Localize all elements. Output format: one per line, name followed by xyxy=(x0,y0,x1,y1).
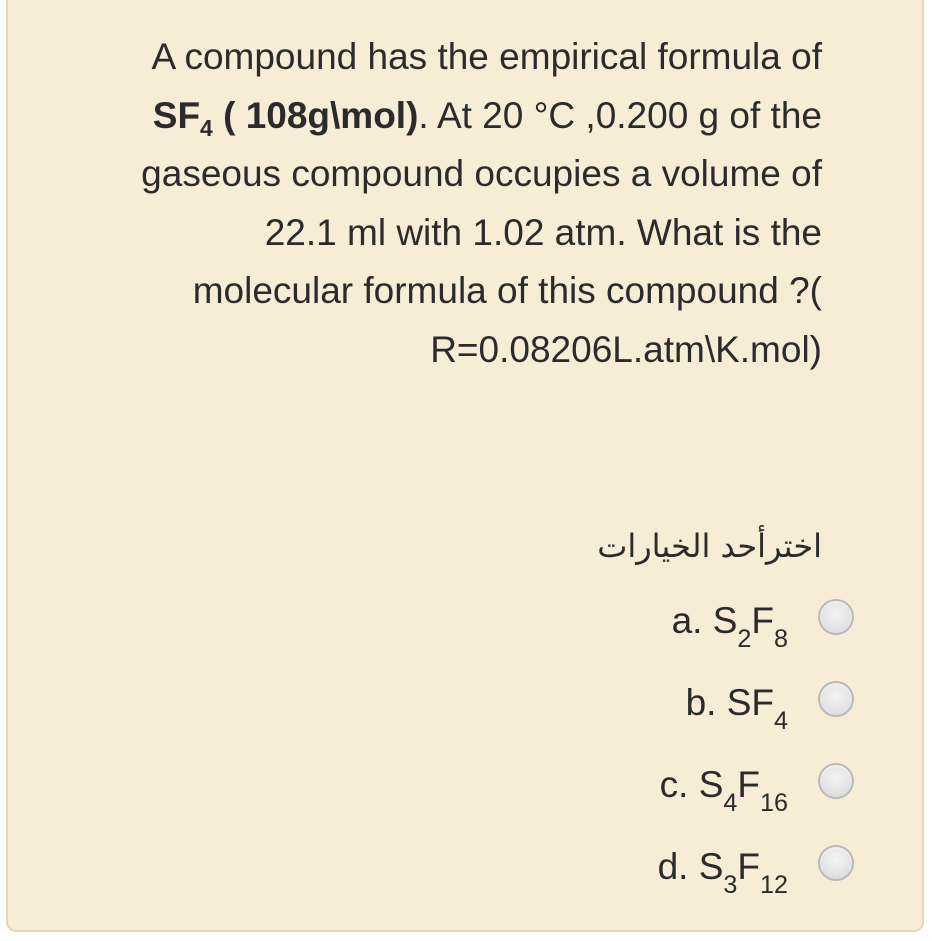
answer-options xyxy=(658,580,802,908)
question-line-4: 22.1 ml with 1.02 atm. What is the xyxy=(264,211,822,253)
option-d[interactable] xyxy=(658,826,802,908)
question-line-6: R=0.08206L.atm\K.mol) xyxy=(430,328,822,370)
empirical-formula: $SF_4$ ( 108g\mol) xyxy=(152,94,419,141)
question-line-5: molecular formula of this compound ?( xyxy=(192,270,822,311)
option-d-label[interactable]: d. $S_3F_{12}$ xyxy=(657,846,788,899)
option-c-label[interactable]: c. $S_4F_{16}$ xyxy=(659,764,788,817)
option-a-radio[interactable] xyxy=(818,599,854,635)
option-c-radio[interactable] xyxy=(818,763,854,799)
option-c[interactable] xyxy=(658,744,802,826)
option-a[interactable] xyxy=(658,580,802,662)
question-line-1: A compound has the empirical formula of xyxy=(151,36,822,77)
option-b-label[interactable]: b. $SF_4$ xyxy=(685,682,788,735)
option-d-radio[interactable] xyxy=(818,845,854,881)
question-text xyxy=(42,28,822,379)
option-b[interactable] xyxy=(658,662,802,744)
choose-one-prompt: اخترأحد الخيارات xyxy=(597,527,822,565)
question-line-2: $SF_4$ ( 108g\mol). At 20 °C ,0.200 g of the xyxy=(152,94,822,141)
option-b-radio[interactable] xyxy=(818,681,854,717)
question-line-3: gaseous compound occupies a volume of xyxy=(141,153,822,194)
option-a-label[interactable]: a. $S_2F_8$ xyxy=(671,600,788,653)
question-card xyxy=(6,0,924,932)
